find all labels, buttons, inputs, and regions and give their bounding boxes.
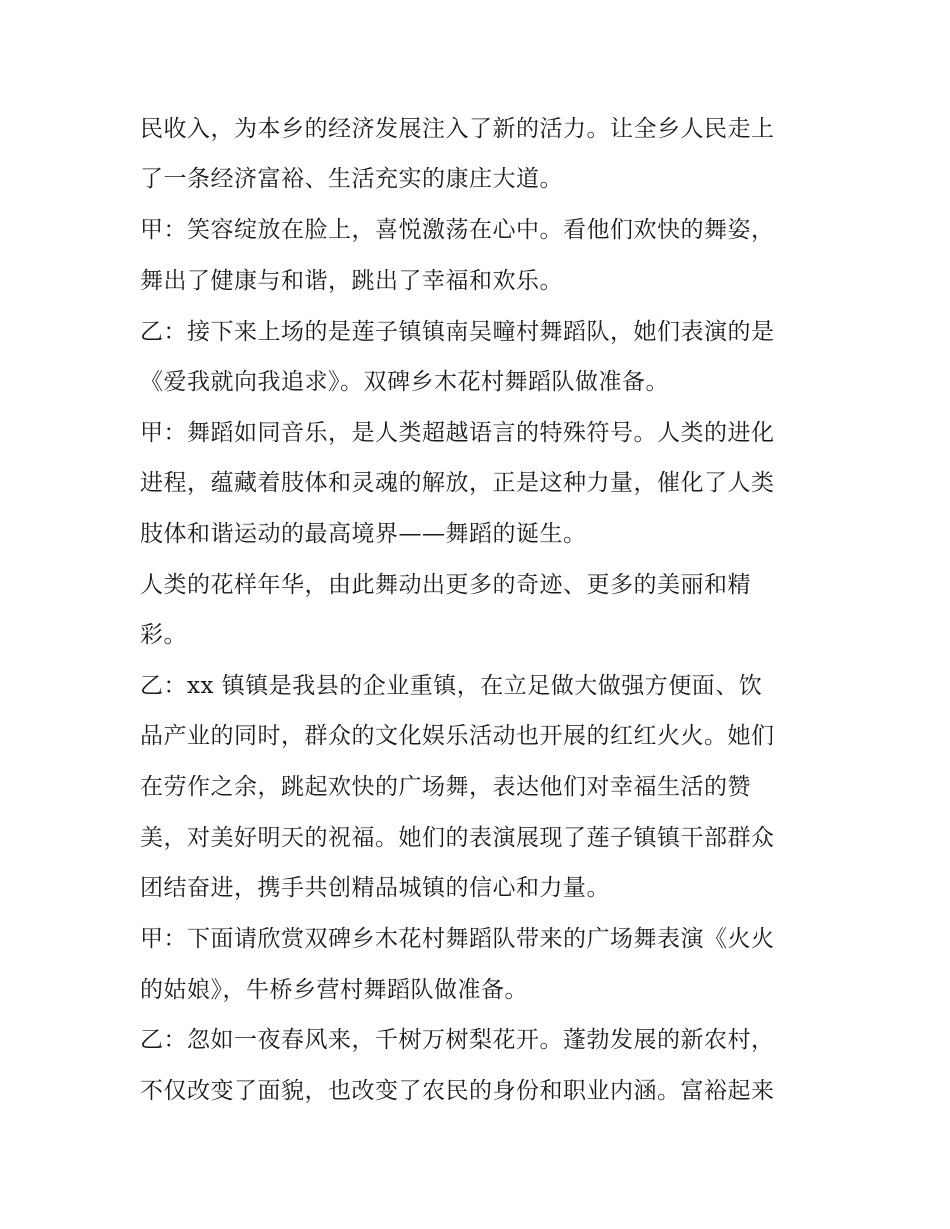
text-line: 人类的花样年华，由此舞动出更多的奇迹、更多的美丽和精 [140,572,751,598]
text-line: 甲：下面请欣赏双碑乡木花村舞蹈队带来的广场舞表演《火火 [140,926,775,952]
text-line: 美，对美好明天的祝福。她们的表演展现了莲子镇镇干部群众 [140,825,775,851]
text-line: 乙：忽如一夜春风来，千树万树梨花开。蓬勃发展的新农村， [140,1027,775,1053]
text-line: 彩。 [140,622,187,648]
text-line: 甲：笑容绽放在脸上，喜悦激荡在心中。看他们欢快的舞姿， [140,217,775,243]
text-line: 不仅改变了面貌，也改变了农民的身份和职业内涵。富裕起来 [140,1078,775,1104]
text-line: 乙：xx 镇镇是我县的企业重镇，在立足做大做强方便面、饮 [140,673,763,699]
text-line: 的姑娘》，牛桥乡营村舞蹈队做准备。 [140,977,528,1003]
text-line: 民收入，为本乡的经济发展注入了新的活力。让全乡人民走上 [140,116,775,142]
text-line: 了一条经济富裕、生活充实的康庄大道。 [140,166,563,192]
text-line: 品产业的同时，群众的文化娱乐活动也开展的红红火火。她们 [140,723,775,749]
text-line: 《爱我就向我追求》。双碑乡木花村舞蹈队做准备。 [140,369,669,395]
text-line: 肢体和谐运动的最高境界——舞蹈的诞生。 [140,521,587,547]
text-line: 进程，蕴藏着肢体和灵魂的解放，正是这种力量，催化了人类 [140,470,775,496]
text-line: 乙：接下来上场的是莲子镇镇南吴疃村舞蹈队，她们表演的是 [140,319,775,345]
text-line: 舞出了健康与和谐，跳出了幸福和欢乐。 [140,268,563,294]
text-line: 甲：舞蹈如同音乐，是人类超越语言的特殊符号。人类的进化 [140,420,775,446]
text-line: 团结奋进，携手共创精品城镇的信心和力量。 [140,875,610,901]
text-line: 在劳作之余，跳起欢快的广场舞，表达他们对幸福生活的赞 [140,774,751,800]
